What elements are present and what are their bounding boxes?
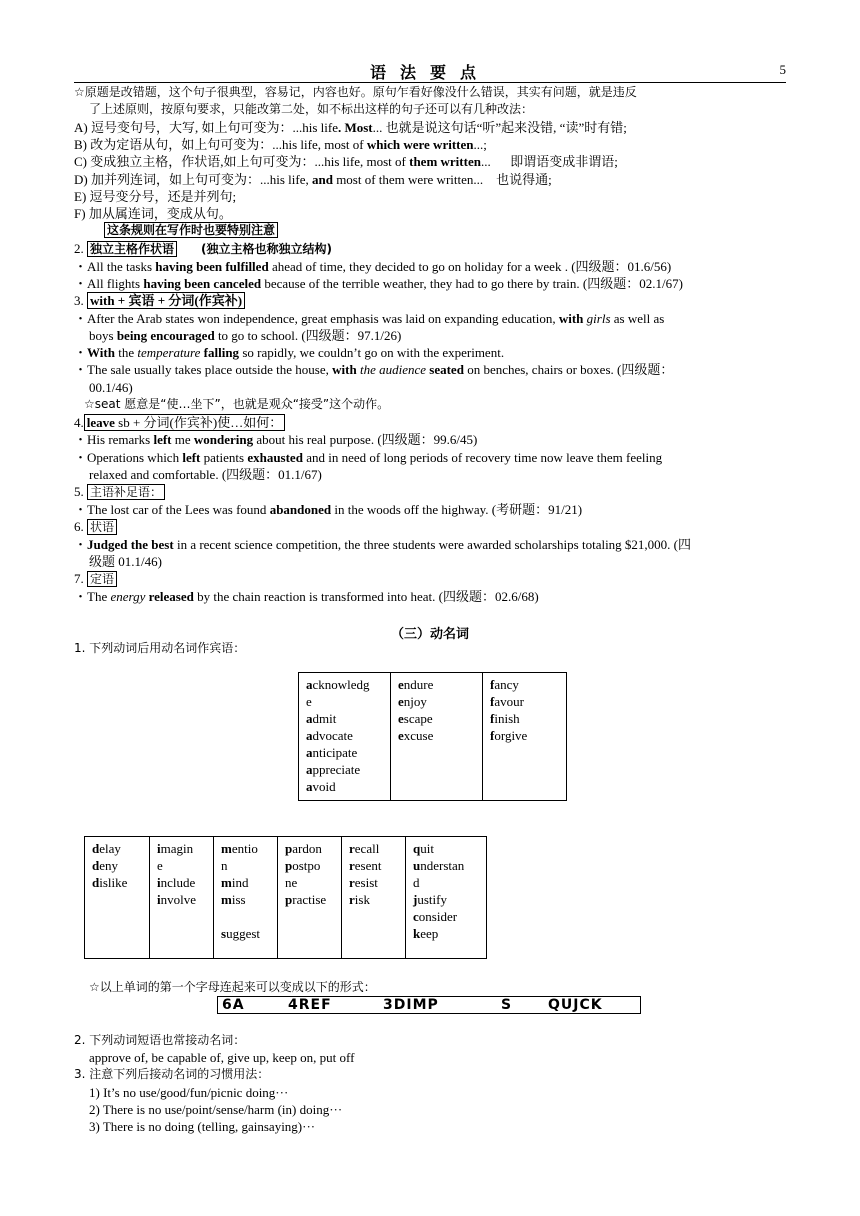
verb-rest: dmit xyxy=(312,711,337,726)
verb-rest: avour xyxy=(494,694,524,709)
section-5-heading xyxy=(74,483,165,501)
section-3-heading xyxy=(74,292,245,309)
verb-rest: e xyxy=(157,858,163,873)
page-header xyxy=(74,60,786,83)
section-title: sb + 分词(作宾补)使…如何： xyxy=(114,415,283,430)
example-text: because of the terrible weather, they had to go there by train. (四级题：02.1/67) xyxy=(261,276,683,291)
verb-initial: u xyxy=(413,858,421,873)
example-text: as well as xyxy=(610,311,665,326)
example-text: All the tasks xyxy=(87,259,156,274)
example-text: ahead of time, they decided to go on holiday for a week . (四级题：01.6/56) xyxy=(268,259,672,274)
option-label: A) xyxy=(74,120,88,135)
verb-word xyxy=(349,840,401,857)
code-group: 3DIMP xyxy=(383,997,439,1013)
verb-initial: f xyxy=(490,677,495,692)
example-line: ・The lost car of the Lees was found abandoned in the woods off the highway. (考研题：91/21) xyxy=(74,502,583,517)
verb-word xyxy=(157,840,209,857)
verb-rest: isk xyxy=(354,892,370,907)
verb-rest: ostpo xyxy=(292,858,321,873)
verb-word xyxy=(306,744,386,761)
option-b xyxy=(74,136,487,153)
code-group: 4REF xyxy=(288,997,332,1013)
section-number: 7. xyxy=(74,571,84,586)
usage-item: 1) It’s no use/good/fun/picnic doing··· xyxy=(89,1085,289,1100)
example-bold: With xyxy=(87,345,115,360)
example-text: After the Arab states won independence, great emphasis was laid on expanding education, xyxy=(87,311,559,326)
example-bold: released xyxy=(148,589,194,604)
verb-table-1 xyxy=(298,672,567,801)
option-text: ... 即谓语变成非谓语; xyxy=(480,154,618,169)
verb-initial: d xyxy=(92,858,100,873)
example-text: Operations which xyxy=(87,450,183,465)
section-title-bold: leave xyxy=(86,415,115,430)
verb-word xyxy=(221,857,273,874)
verb-rest: ne xyxy=(285,875,298,890)
verb-initial: r xyxy=(349,841,355,856)
option-text: most of them were written... 也说得通; xyxy=(332,172,552,187)
verb-column xyxy=(214,837,278,959)
intro-line-1: ☆原题是改错题，这个句子很典型，容易记，内容也好。原句乍看好像没什么错误，其实有问题，就是违反 xyxy=(74,85,637,99)
verb-word xyxy=(398,710,478,727)
verb-initial: f xyxy=(490,711,495,726)
example-line-cont: relaxed and comfortable. (四级题：01.1/67) xyxy=(89,467,322,482)
example-italic: girls xyxy=(586,311,611,326)
verb-word xyxy=(157,891,209,908)
example-text: boys xyxy=(89,328,117,343)
verb-initial: a xyxy=(306,762,313,777)
example-text: so rapidly, we couldn’t go on with the experiment. xyxy=(239,345,505,360)
verb-column xyxy=(391,673,483,801)
example-text: in a recent science competition, the three students were awarded scholarships totaling $21,000. (四 xyxy=(173,537,692,552)
option-d xyxy=(74,171,552,188)
verb-word xyxy=(221,891,273,908)
example-line: ・The sale usually takes place outside the house, with the audience seated on benches, chairs or boxes. (四级题： xyxy=(74,362,674,377)
verb-initial: a xyxy=(306,779,313,794)
example-line-cont: 00.1/46) xyxy=(89,380,133,395)
verb-rest: d xyxy=(413,875,420,890)
section-7-heading xyxy=(74,570,117,588)
option-text: ... 也就是说这句话“听”起来没错, “读”时有错; xyxy=(372,120,627,135)
verb-word xyxy=(413,874,482,891)
verb-word xyxy=(413,925,482,942)
verb-initial: k xyxy=(413,926,421,941)
verb-rest: uit xyxy=(420,841,434,856)
example-bold: exhausted xyxy=(247,450,303,465)
gerund-section-title: （三）动名词 xyxy=(390,627,469,642)
note-box xyxy=(104,222,278,239)
code-group: 6A xyxy=(222,997,245,1013)
example-line: ・All flights having been canceled because of the terrible weather, they had to go there by train. (四级题：02.1/67) xyxy=(74,276,683,291)
verb-word xyxy=(490,676,562,693)
intro-line-2: 了上述原则，按原句要求，只能改第二处，如不标出这样的句子还可以有几种改法： xyxy=(89,102,534,116)
gerund-point-3: 3. 注意下列后接动名词的习惯用法： xyxy=(74,1067,270,1081)
option-label: B) xyxy=(74,137,87,152)
verb-rest: nclude xyxy=(160,875,196,890)
example-text: His remarks xyxy=(87,432,154,447)
example-bold: with xyxy=(558,311,584,326)
option-text: 逗号变分号，还是并列句; xyxy=(86,189,237,204)
verb-word xyxy=(349,874,401,891)
verb-word xyxy=(306,727,386,744)
option-e xyxy=(74,188,236,205)
option-text: 变成独立主格，作状语,如上句可变为：...his life, most of xyxy=(87,154,410,169)
verb-rest: eep xyxy=(420,926,439,941)
example-text: the xyxy=(114,345,138,360)
verb-word xyxy=(285,874,337,891)
option-bold: . Most xyxy=(337,120,373,135)
verb-rest: ardon xyxy=(292,841,322,856)
example-text: All flights xyxy=(87,276,144,291)
example-bold: having been fulfilled xyxy=(155,259,269,274)
verb-column xyxy=(342,837,406,959)
verb-rest: elay xyxy=(99,841,121,856)
example-text: on benches, chairs or boxes. (四级题： xyxy=(463,362,674,377)
verb-initial: d xyxy=(92,875,100,890)
verb-rest: uggest xyxy=(226,926,261,941)
example-line-cont: 级题 01.1/46) xyxy=(89,554,162,569)
example-bold: being encouraged xyxy=(116,328,215,343)
verb-rest: scape xyxy=(403,711,433,726)
example-text: me xyxy=(171,432,194,447)
verb-initial: e xyxy=(398,711,404,726)
verb-initial: f xyxy=(490,694,495,709)
option-text: 逗号变句号，大写, 如上句可变为：...his life xyxy=(87,120,338,135)
section-6-heading xyxy=(74,518,117,536)
verb-word xyxy=(221,925,273,942)
verb-initial: m xyxy=(221,892,232,907)
verb-initial: j xyxy=(413,892,418,907)
example-bold: falling xyxy=(203,345,240,360)
table-note: ☆以上单词的第一个字母连起来可以变成以下的形式： xyxy=(89,980,376,994)
verb-rest: eny xyxy=(99,858,119,873)
verb-word xyxy=(490,710,562,727)
verb-rest: inish xyxy=(494,711,520,726)
verb-rest: e xyxy=(306,694,312,709)
usage-item: 2) There is no use/point/sense/harm (in) doing··· xyxy=(89,1102,343,1117)
example-text: patients xyxy=(200,450,248,465)
verb-initial: c xyxy=(413,909,419,924)
verb-word xyxy=(92,857,145,874)
verb-rest: onsider xyxy=(418,909,458,924)
verb-word xyxy=(92,874,145,891)
verb-rest: iss xyxy=(231,892,246,907)
option-f xyxy=(74,205,232,222)
section-4-heading xyxy=(74,414,285,431)
verb-rest: esent xyxy=(354,858,382,873)
verb-rest: esist xyxy=(354,875,378,890)
example-line: ・After the Arab states won independence, great emphasis was laid on expanding education, with girls as well as xyxy=(74,311,665,326)
example-text: in the woods off the highway. (考研题：91/21) xyxy=(331,502,583,517)
gerund-point-2: 2. 下列动词短语也常接动名词： xyxy=(74,1033,246,1047)
section-title: with + 宾语 + 分词(作宾补) xyxy=(87,292,245,309)
example-text: about his real purpose. (四级题：99.6/45) xyxy=(253,432,478,447)
verb-initial: a xyxy=(306,677,313,692)
verb-column xyxy=(150,837,214,959)
page-title: 语法要点 xyxy=(369,63,490,82)
example-italic: the audience xyxy=(359,362,427,377)
verb-initial: r xyxy=(349,875,355,890)
example-line: ・The energy released by the chain reaction is transformed into heat. (四级题：02.6/68) xyxy=(74,589,539,604)
verb-rest: n xyxy=(221,858,228,873)
option-bold: which were written xyxy=(366,137,474,152)
example-line: ・Operations which left patients exhausted and in need of long periods of recovery time now leave them feeling xyxy=(74,450,663,465)
section-title: 独立主格作状语 xyxy=(87,241,177,257)
option-text: 加并列连词，如上句可变为：...his life, xyxy=(87,172,312,187)
verb-word xyxy=(306,778,386,795)
verb-table-2 xyxy=(84,836,487,959)
example-text: The lost car of the Lees was found xyxy=(87,502,270,517)
verb-initial: m xyxy=(221,841,232,856)
verb-initial: i xyxy=(157,892,161,907)
gerund-point-1: 1. 下列动词后用动名词作宾语： xyxy=(74,641,246,655)
verb-initial: p xyxy=(285,841,293,856)
verb-initial: a xyxy=(306,728,313,743)
verb-word xyxy=(306,693,386,710)
verb-rest: njoy xyxy=(403,694,427,709)
verb-initial: i xyxy=(157,875,161,890)
verb-word xyxy=(92,840,145,857)
example-line: ・Judged the best in a recent science competition, the three students were awarded scholarships totaling $21,000. (四 xyxy=(74,537,692,552)
verb-initial: i xyxy=(157,841,161,856)
section-title: 状语 xyxy=(87,519,117,535)
verb-rest: orgive xyxy=(494,728,528,743)
option-label: C) xyxy=(74,154,87,169)
verb-rest: ndure xyxy=(403,677,434,692)
section-subtitle: (独立主格也称独立结构) xyxy=(201,242,332,256)
verb-rest: ind xyxy=(231,875,249,890)
verb-word xyxy=(157,874,209,891)
verb-word xyxy=(285,857,337,874)
verb-word xyxy=(285,840,337,857)
initials-code-box xyxy=(217,996,641,1014)
option-text: ...; xyxy=(473,137,487,152)
verb-word xyxy=(398,676,478,693)
example-bold: left xyxy=(153,432,172,447)
option-label: E) xyxy=(74,189,87,204)
section-title: 定语 xyxy=(87,571,117,587)
example-text: The xyxy=(87,589,111,604)
section-2-heading xyxy=(74,240,332,258)
verb-initial: r xyxy=(349,858,355,873)
example-bold: Judged the best xyxy=(87,537,174,552)
verb-rest: ppreciate xyxy=(312,762,361,777)
example-text: and in need of long periods of recovery time now leave them feeling xyxy=(302,450,663,465)
example-line: ・With the temperature falling so rapidly, we couldn’t go on with the experiment. xyxy=(74,345,505,360)
section-number: 3. xyxy=(74,293,84,308)
example-line: ・All the tasks having been fulfilled ahead of time, they decided to go on holiday for a week . (四级题：01.6/56) xyxy=(74,259,672,274)
verb-rest: ustify xyxy=(417,892,447,907)
note-line: ☆seat 愿意是“使…坐下”，也就是观众“接受”这个动作。 xyxy=(84,397,390,411)
verb-word xyxy=(221,908,273,925)
verb-rest: islike xyxy=(99,875,128,890)
verb-initial: e xyxy=(398,677,404,692)
verb-rest: magin xyxy=(160,841,194,856)
verb-rest: xcuse xyxy=(403,728,434,743)
verb-rest: nvolve xyxy=(160,892,197,907)
phrase-list: approve of, be capable of, give up, keep on, put off xyxy=(89,1050,355,1065)
verb-rest: nderstan xyxy=(420,858,465,873)
verb-initial: d xyxy=(92,841,100,856)
option-bold: and xyxy=(311,172,333,187)
example-bold: left xyxy=(182,450,201,465)
verb-word xyxy=(413,908,482,925)
verb-rest: cknowledg xyxy=(312,677,370,692)
verb-column xyxy=(278,837,342,959)
verb-initial: e xyxy=(398,728,404,743)
verb-initial: r xyxy=(349,892,355,907)
code-group: QUJCK xyxy=(548,997,603,1013)
option-c xyxy=(74,153,618,170)
section-title: 主语补足语： xyxy=(87,484,165,500)
section-number: 6. xyxy=(74,519,84,534)
example-bold: with xyxy=(332,362,357,377)
verb-word xyxy=(490,693,562,710)
verb-word xyxy=(349,857,401,874)
page-number: 5 xyxy=(779,62,786,77)
verb-rest: void xyxy=(312,779,336,794)
usage-item: 3) There is no doing (telling, gainsaying)··· xyxy=(89,1119,316,1134)
verb-initial: a xyxy=(306,745,313,760)
verb-rest: nticipate xyxy=(312,745,358,760)
example-bold: seated xyxy=(429,362,464,377)
example-text: to go to school. (四级题：97.1/26) xyxy=(214,328,402,343)
section-number: 2. xyxy=(74,241,84,256)
verb-word xyxy=(349,891,401,908)
verb-word xyxy=(221,874,273,891)
verb-word xyxy=(306,676,386,693)
verb-column xyxy=(406,837,487,959)
option-label: F) xyxy=(74,206,86,221)
verb-rest: dvocate xyxy=(312,728,353,743)
option-text: 改为定语从句，如上句可变为：...his life, most of xyxy=(87,137,367,152)
verb-initial: f xyxy=(490,728,495,743)
verb-word xyxy=(285,891,337,908)
verb-word xyxy=(157,857,209,874)
verb-initial: a xyxy=(306,711,313,726)
verb-word xyxy=(306,710,386,727)
verb-column xyxy=(85,837,150,959)
section-number: 5. xyxy=(74,484,84,499)
verb-word xyxy=(398,693,478,710)
option-a xyxy=(74,119,627,136)
verb-rest: ecall xyxy=(354,841,380,856)
verb-word xyxy=(413,857,482,874)
example-italic: energy xyxy=(110,589,146,604)
example-line: ・His remarks left me wondering about his real purpose. (四级题：99.6/45) xyxy=(74,432,478,447)
verb-initial: p xyxy=(285,892,293,907)
option-text: 加从属连词，变成从句。 xyxy=(85,206,232,221)
code-group: S xyxy=(501,997,513,1013)
verb-rest: ractise xyxy=(292,892,327,907)
verb-initial: m xyxy=(221,875,232,890)
verb-word xyxy=(398,727,478,744)
verb-column xyxy=(483,673,567,801)
verb-word xyxy=(413,891,482,908)
example-text: by the chain reaction is transformed into heat. (四级题：02.6/68) xyxy=(193,589,539,604)
example-bold: wondering xyxy=(193,432,254,447)
verb-initial: p xyxy=(285,858,293,873)
verb-initial: q xyxy=(413,841,421,856)
option-label: D) xyxy=(74,172,88,187)
example-bold: having been canceled xyxy=(143,276,262,291)
example-italic: temperature xyxy=(137,345,201,360)
option-bold: them written xyxy=(409,154,481,169)
example-text: The sale usually takes place outside the house, xyxy=(87,362,333,377)
verb-word xyxy=(306,761,386,778)
verb-word xyxy=(221,840,273,857)
section-number: 4. xyxy=(74,415,84,430)
verb-initial: e xyxy=(398,694,404,709)
example-line-cont xyxy=(74,327,401,344)
note-box-text: 这条规则在写作时也要特别注意 xyxy=(104,222,278,238)
verb-column xyxy=(299,673,391,801)
verb-rest: entio xyxy=(231,841,258,856)
example-bold: abandoned xyxy=(269,502,332,517)
verb-rest: ancy xyxy=(494,677,519,692)
verb-word xyxy=(490,727,562,744)
verb-initial: s xyxy=(221,926,227,941)
verb-word xyxy=(413,840,482,857)
